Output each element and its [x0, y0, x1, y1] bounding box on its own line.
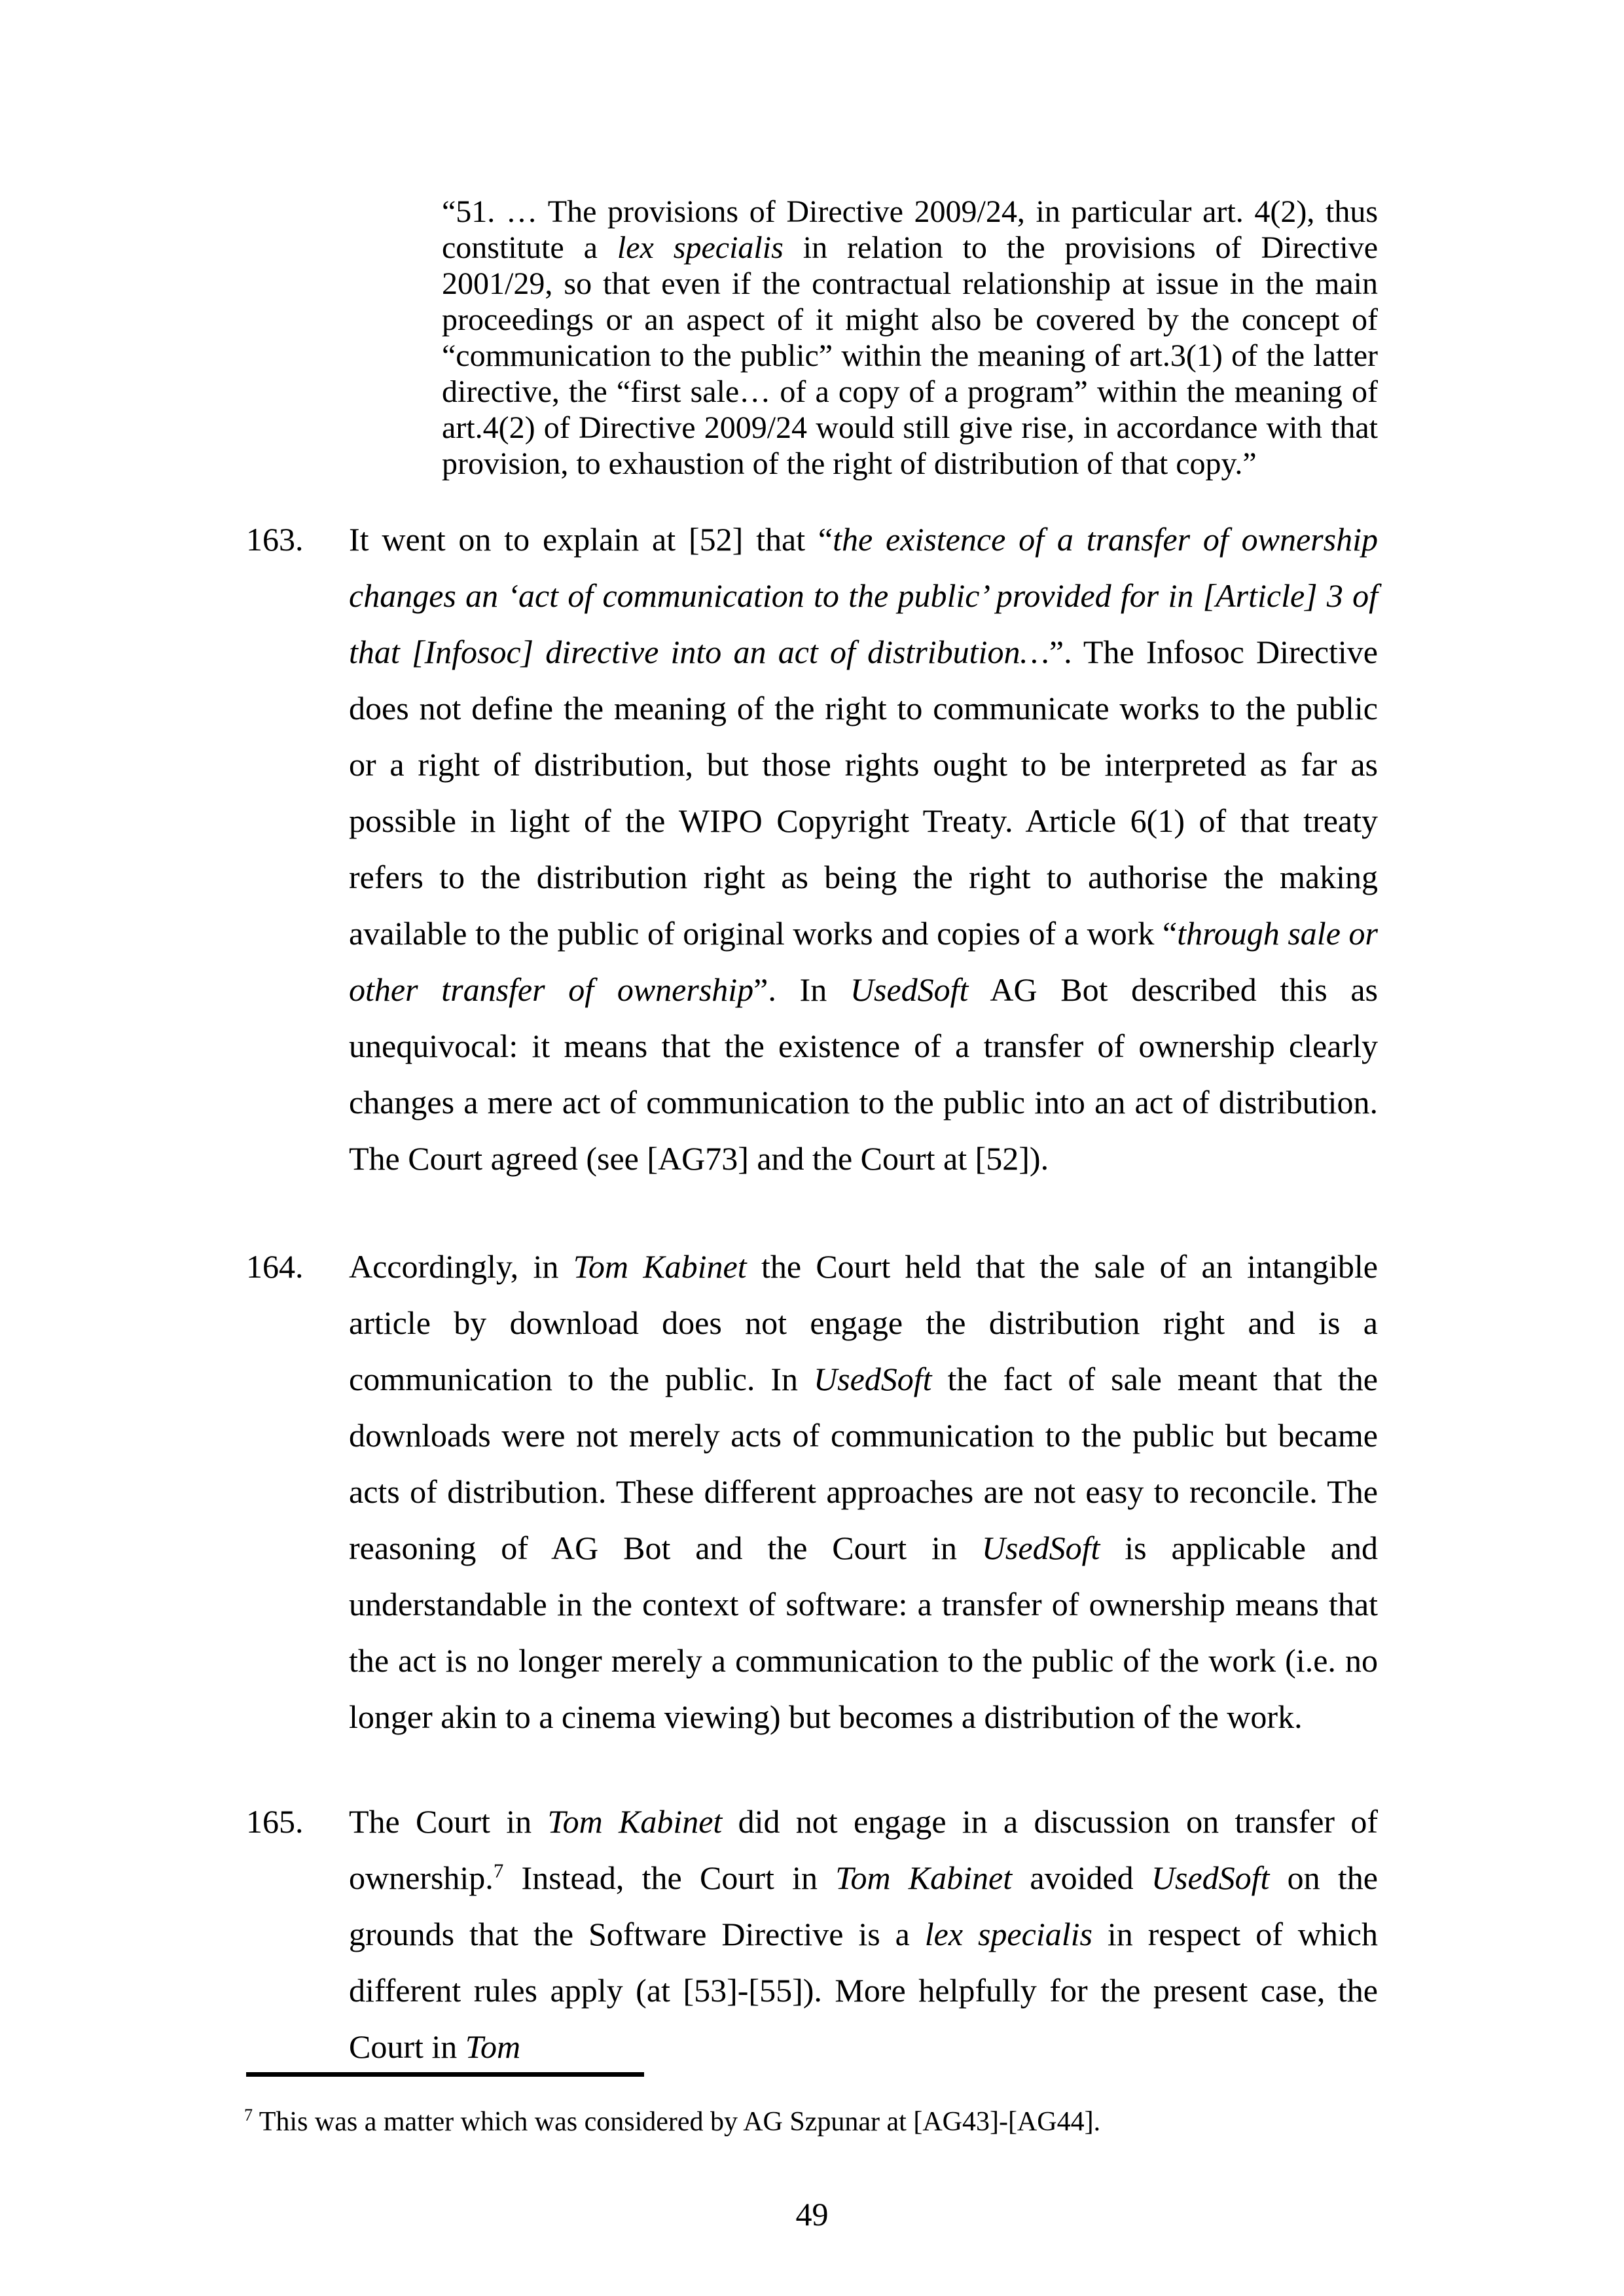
paragraph-number: 163. [246, 521, 304, 558]
paragraph-165 [246, 1793, 1378, 2075]
paragraph-164 [246, 1238, 1378, 1745]
paragraph-text: Accordingly, in Tom Kabinet the Court held that the sale of an intangible article by download does not engage the distribution right and is a communication to the public. In UsedSoft the fact of sale meant that the downloads were not merely acts of communication to the public but became acts of distribution. These different approaches are not easy to reconcile. The reasoning of AG Bot and the Court in UsedSoft is applicable and understandable in the context of software: a transfer of ownership means that the act is no longer merely a communication to the public of the work (i.e. no longer akin to a cinema viewing) but becomes a distribution of the work. [349, 1248, 1379, 1735]
footnote-marker: 7 [244, 2106, 253, 2125]
page-number: 49 [795, 2196, 829, 2233]
paragraph-163 [246, 511, 1378, 1187]
footnote-separator-rule [246, 2072, 644, 2077]
paragraph-number: 165. [246, 1803, 304, 1840]
paragraph-text: The Court in Tom Kabinet did not engage in a discussion on transfer of ownership.$^7$ Instead, the Court in Tom Kabinet avoided UsedSoft on the grounds that the Software Directive is a lex specialis in respect of which different rules apply (at [53]-[55]). More helpfully for the present case, the Court in Tom [349, 1803, 1378, 2065]
footnote-text: This was a matter which was considered by AG Szpunar at [AG43]-[AG44]. [253, 2107, 1101, 2137]
block-quote-51: “51. … The provisions of Directive 2009/24, in particular art. 4(2), thus constitute a lex specialis in relation to the provisions of Directive 2001/29, so that even if the contractual relationship at issue in the main proceedings or an aspect of it might also be covered by the concept of “communication to the public” within the meaning of art.3(1) of the latter directive, the “first sale… of a copy of a program” within the meaning of art.4(2) of Directive 2009/24 would still give rise, in accordance with that provision, to exhaustion of the right of distribution of that copy.” [442, 194, 1379, 481]
paragraph-text: It went on to explain at [52] that “the existence of a transfer of ownership changes an ‘act of communication to the public’ provided for in [Article] 3 of that [Infosoc] directive into an act of distribution…”. The Infosoc Directive does not define the meaning of the right to communicate works to the public or a right of distribution, but those rights ought to be interpreted as far as possible in light of the WIPO Copyright Treaty. Article 6(1) of that treaty refers to the distribution right as being the right to authorise the making available to the public of original works and copies of a work “through sale or other transfer of ownership”. In UsedSoft AG Bot described this as unequivocal: it means that the existence of a transfer of ownership clearly changes a mere act of communication to the public into an act of distribution. The Court agreed (see [AG73] and the Court at [52]). [349, 521, 1378, 1177]
paragraph-number: 164. [246, 1248, 304, 1285]
footnote-7 [244, 2106, 1378, 2138]
